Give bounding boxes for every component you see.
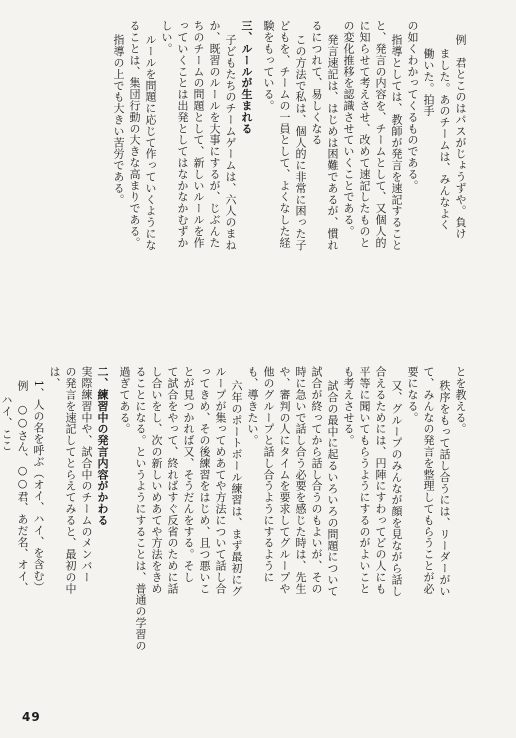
text-line: も、導きたい。 [246,366,259,446]
text-line: 合えるためには、円陣にすわってどの人にも [374,366,387,594]
page-number: 49 [22,710,41,724]
text-line: 実際練習中や、試合中のチームのメンバー [80,366,93,583]
text-line: 他のグループと話し合うようにするように [262,366,275,583]
section-heading: 二、練習中の発言内容がかわる [96,366,109,526]
text-line: るにつれて、易しくなる [310,20,323,146]
text-line: 1、人の名を呼ぶ（オイ、ハイ、を含む） [32,380,45,593]
text-line: ちのチームの問題として、新しいルールを作 [192,20,205,248]
text-line: て試合をやって、終ればすぐ反省のために話 [166,366,179,594]
text-line: ループが集ってめあてや方法について話し合 [214,366,227,594]
text-line: 指導としては、教師が発言を速記すること [390,34,403,251]
text-line: に知らせて考えさせ、改めて速記したものと [358,20,371,248]
text-line: も考えさせる。 [342,366,355,446]
text-line: 平等に聞いてもらうようにするのがよいこと [358,366,371,594]
text-line: と、発言の内容を、チームとして、又個人的 [374,20,387,248]
text-line: の変化推移を認識させていくことである。 [342,20,355,237]
text-line: っていくことは出発としてはなかなかむずか [176,20,189,248]
text-line: ました。あのチームは、みんなよく [438,48,451,231]
text-line: 働いた。拍手 [422,48,435,117]
upper-text-column-block [50,20,468,338]
text-line: の発言を速記してとらえてみると、最初の中 [64,366,77,594]
text-line: 六年のポートボール練習は、まず最初にグ [230,380,243,597]
text-line: 指導の上でも大きい苦労である。 [112,34,125,205]
text-line: し合いをし、次の新しいめあてや方法をきめ [150,366,163,594]
text-line: 又、グループのみんなが顔を見ながら話し [390,380,403,597]
text-line: とが見つかれば又、そうだんをする。そし [182,366,195,583]
text-line: どもを、チームの一員として、よくなした経 [278,20,291,248]
text-line: とを教える。 [454,366,467,435]
text-line: は、 [48,366,61,389]
text-line: ルールを問題に応じて作っていくようにな [144,34,157,251]
text-line: か、既習のルールを大事にするが、じぶんた [208,20,221,248]
text-line: 試合が終ってから話し合うのもよいが、その [310,366,323,594]
text-line: ることは、集団行動の大きな高まりである。 [128,20,141,248]
text-line: しい。 [160,20,173,55]
text-line: 過ぎてある。 [118,366,131,435]
text-line: 秩序をもって話し合うには、リーダーがい [438,380,451,597]
text-line: 要になる。 [406,366,419,423]
text-line: この方法で私は、個人的に非常に困った子 [294,34,307,251]
text-line: ってきめ、その後練習をはじめ、且つ悪いこ [198,366,211,594]
text-line: 例 ○○さん、○○君、あだ名、オイ、 [16,380,29,594]
text-line: ることになる。というようにすることは、普通の学習の [134,366,147,651]
text-line: 子どもたちのチームゲームは、六人のまね [224,34,237,251]
text-line: ハイ、ここ [0,394,13,451]
text-line: 発言速記は、はじめは困難であるが、慣れ [326,34,339,251]
text-line: て、みんなの発言を整理してもらうことが必 [422,366,435,594]
text-line: 例 君とこのはパスがじょうずや。負け [454,34,467,240]
text-line: や、審判の人にタイムを要求してグループや [278,366,291,594]
text-line: の如くわかってくるものである。 [406,20,419,191]
text-line: 験をもっている。 [262,20,275,112]
lower-text-column-block [0,366,468,682]
text-line: 時に急いで話し合う必要を感じた時は、先生 [294,366,307,594]
text-line: 試合の最中に起るいろいろの問題について [326,380,339,597]
section-heading: 三、ルールが生まれる [240,20,253,134]
